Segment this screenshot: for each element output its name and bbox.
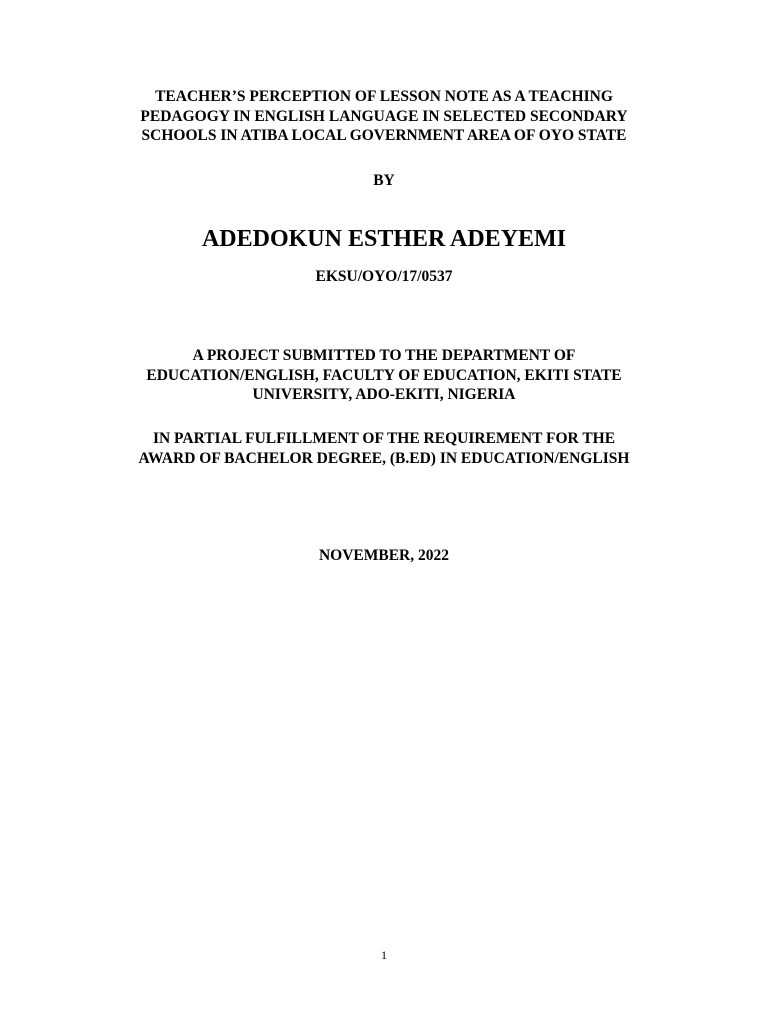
page-number: 1 — [381, 948, 387, 962]
project-title — [0, 87, 768, 146]
by-label: BY — [373, 172, 395, 189]
submission-line: EDUCATION/ENGLISH, FACULTY OF EDUCATION, EKITI STATE — [146, 366, 622, 384]
submission-statement — [0, 346, 768, 405]
submission-line: UNIVERSITY, ADO-EKITI, NIGERIA — [252, 386, 516, 403]
fulfillment-statement — [0, 429, 768, 468]
title-line: PEDAGOGY IN ENGLISH LANGUAGE IN SELECTED SECONDARY — [140, 107, 628, 125]
submission-date: NOVEMBER, 2022 — [318, 547, 450, 564]
matric-number: EKSU/OYO/17/0537 — [315, 268, 453, 285]
title-line: SCHOOLS IN ATIBA LOCAL GOVERNMENT AREA OF OYO STATE — [141, 127, 627, 144]
submission-line: A PROJECT SUBMITTED TO THE DEPARTMENT OF — [192, 347, 576, 364]
fulfillment-line: AWARD OF BACHELOR DEGREE, (B.ED) IN EDUCATION/ENGLISH — [138, 449, 630, 467]
fulfillment-line: IN PARTIAL FULFILLMENT OF THE REQUIREMENT FOR THE — [152, 430, 616, 447]
author-name: ADEDOKUN ESTHER ADEYEMI — [201, 226, 567, 252]
title-line: TEACHER’S PERCEPTION OF LESSON NOTE AS A TEACHING — [155, 88, 613, 105]
